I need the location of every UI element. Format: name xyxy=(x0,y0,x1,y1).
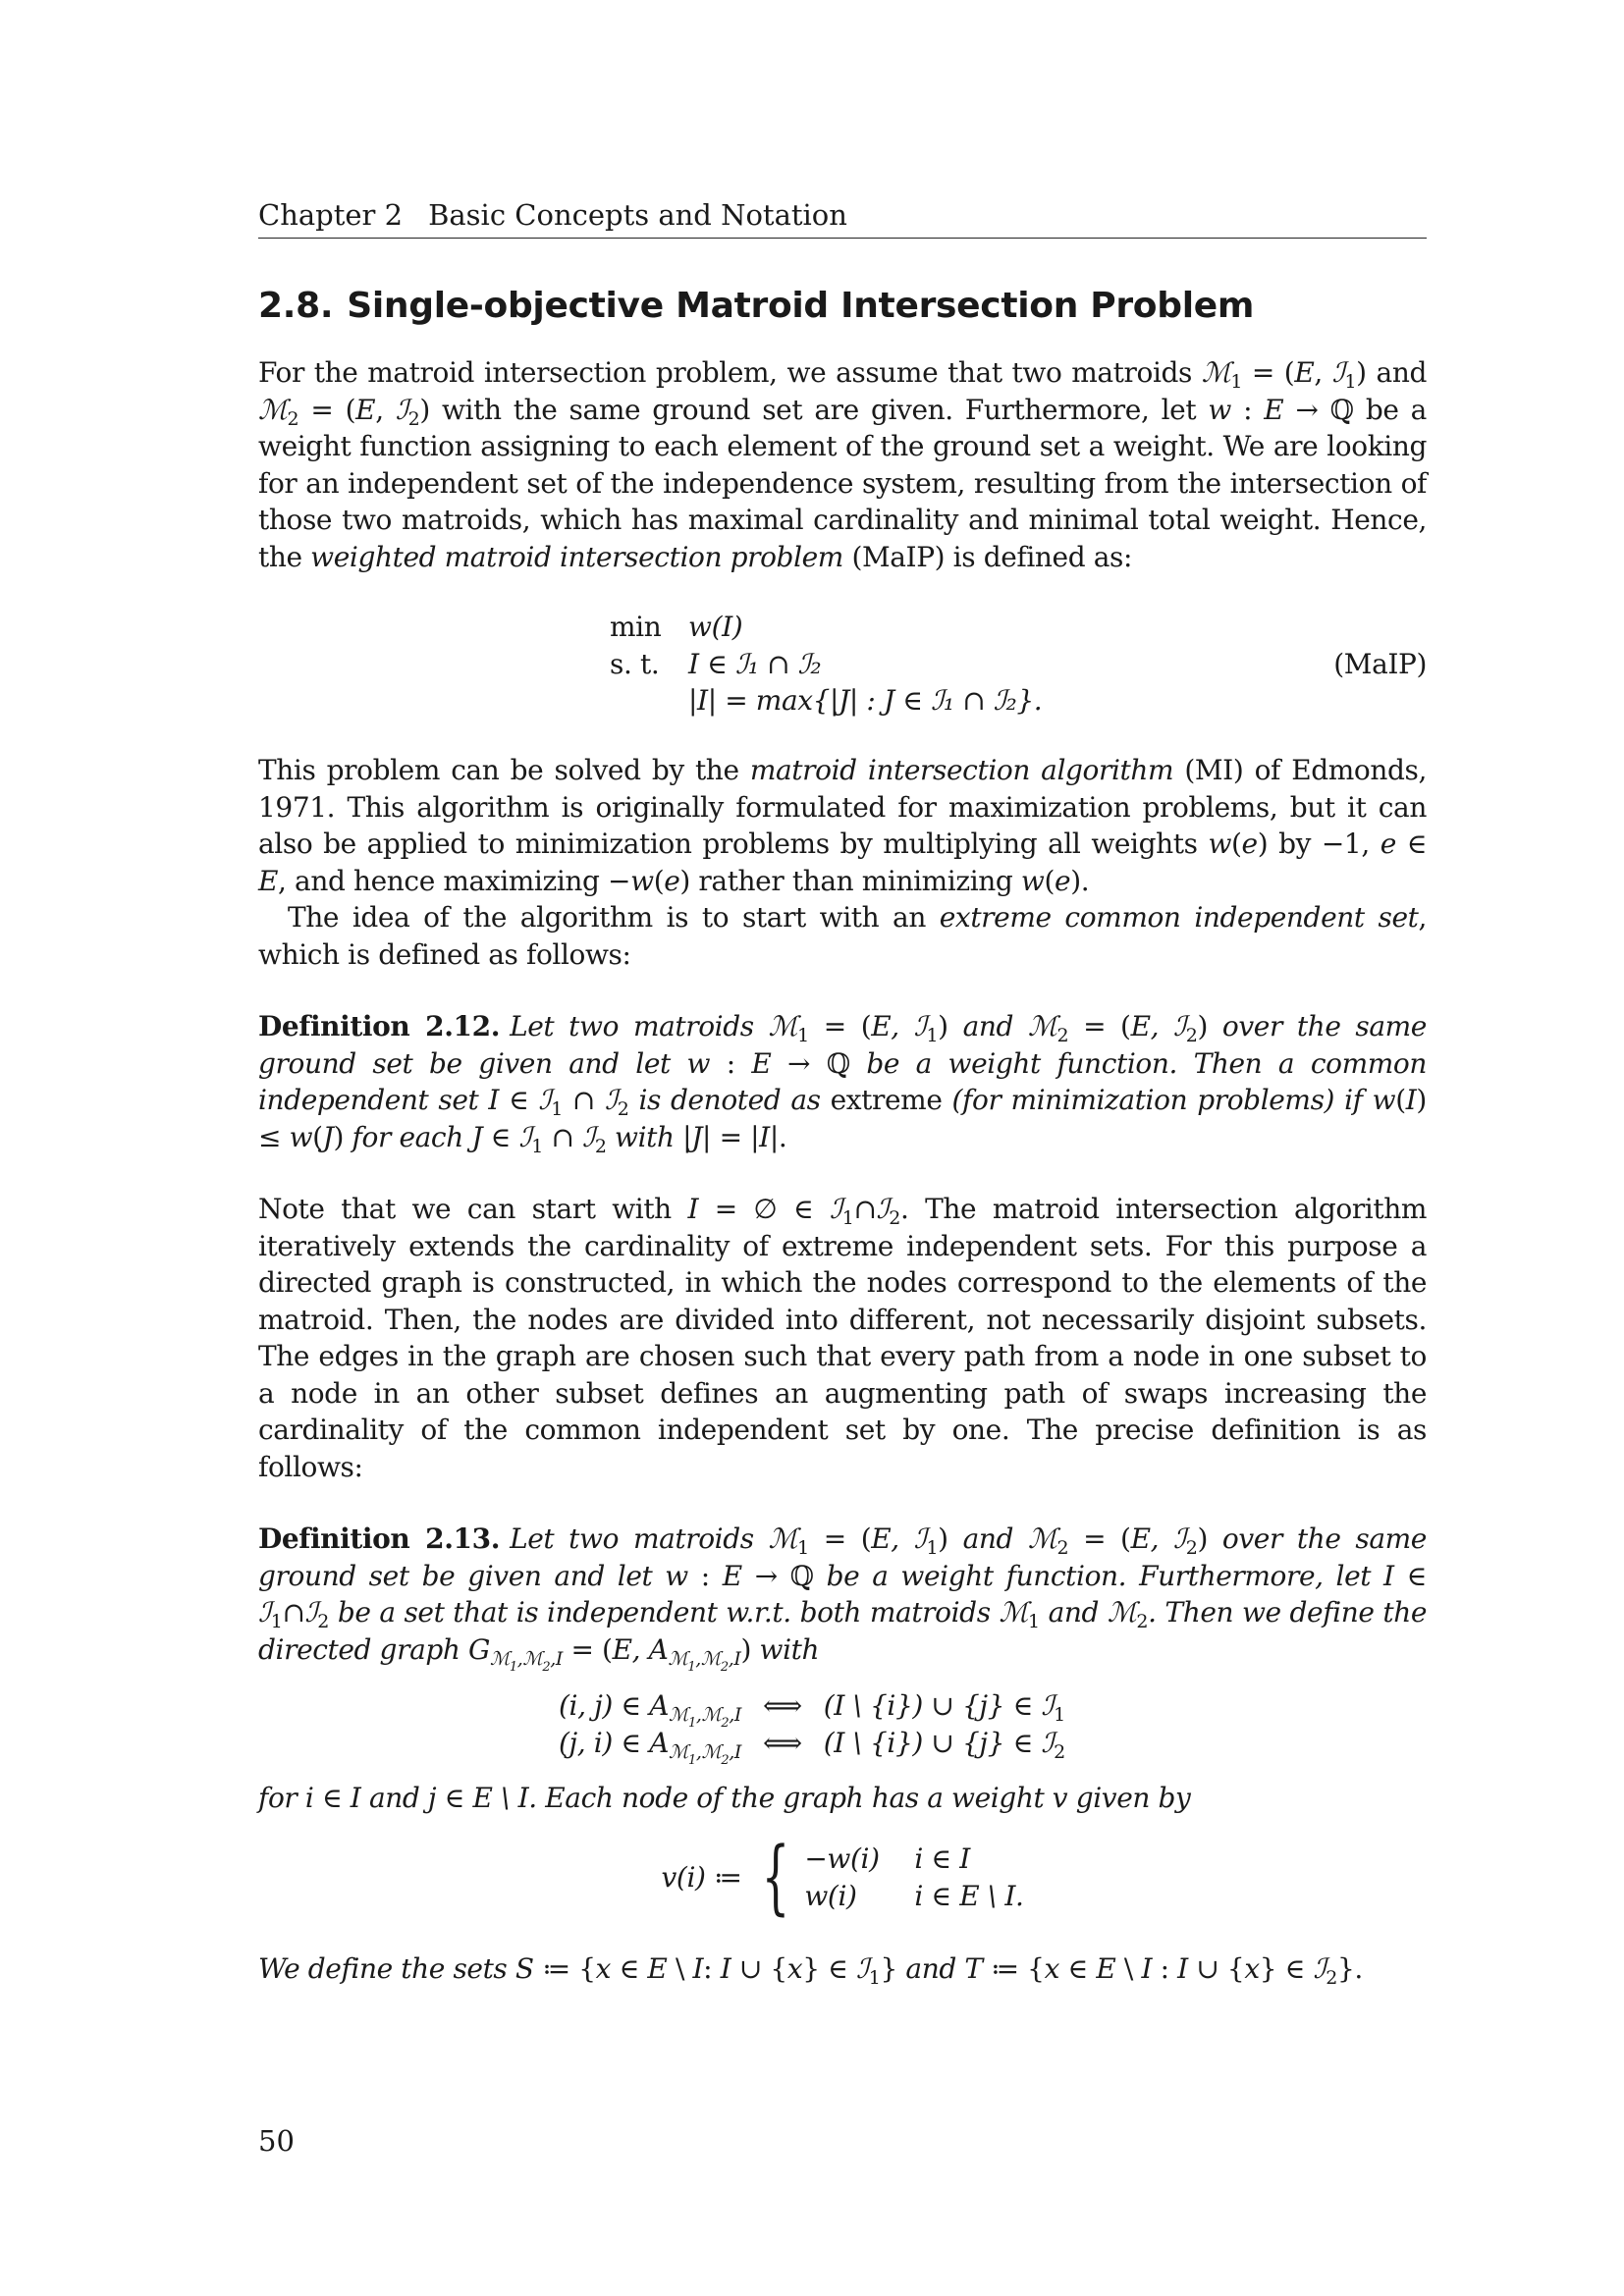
extreme-word: extreme xyxy=(830,1084,943,1116)
section-title-text: Single-objective Matroid Intersection Problem xyxy=(347,286,1255,326)
definition-2-13-head: Definition 2.13. xyxy=(258,1522,501,1555)
definition-2-12-head: Definition 2.12. xyxy=(258,1010,501,1042)
paragraph-2: This problem can be solved by the matroid intersection algorithm (MI) of Edmonds, 1971. This algorithm is originally formulated for maximization problems, but it can also be applied to minimization problems by multiplying all weights w(e) by −1, e ∈ E, and hence maximizing −w(e) rather than minimizing w(e). xyxy=(258,754,1428,897)
maip-label: (MaIP) xyxy=(1333,647,1427,680)
section-number: 2.8. xyxy=(258,286,334,326)
maip-objective: w(I) xyxy=(688,611,743,643)
body-text xyxy=(258,354,1427,1987)
definition-2-12: Definition 2.12. Let two matroids ℳ$_1$ = (E, ℐ$_1$) and ℳ$_2$ = (E, ℐ$_2$) over the same ground set be given and let w : E → ℚ be a weight function. Then a common independent set I ∈ ℐ$_1$ ∩ ℐ$_2$ is denoted as extreme (for minimization problems) if w(I) ≤ w(J) for each J ∈ ℐ$_1$ ∩ ℐ$_2$ with |J| = |I|. xyxy=(258,1010,1427,1157)
maip-program xyxy=(258,609,1427,719)
case-2-condition: i ∈ E \ I. xyxy=(914,1879,1024,1912)
running-head-title: Basic Concepts and Notation xyxy=(428,198,847,232)
vdef-lhs: v(i) ≔ xyxy=(661,1860,742,1894)
sets-definition: We define the sets S ≔ {x ∈ E \ I: I ∪ {x} ∈ ℐ$_1$} and T ≔ {x ∈ E \ I : I ∪ {x} ∈ ℐ$_2$}. xyxy=(258,1951,1363,1989)
maip-constraint-2: |I| = max{|J| : J ∈ ℐ₁ ∩ ℐ₂}. xyxy=(688,684,1043,717)
arc-definition xyxy=(258,1687,1427,1768)
paragraph-3: The idea of the algorithm is to start with an extreme common independent set, which is defined as follows: xyxy=(258,901,1428,971)
case-1-value: −w(i) xyxy=(804,1842,880,1875)
definition-2-13: Definition 2.13. Let two matroids ℳ$_1$ = (E, ℐ$_1$) and ℳ$_2$ = (E, ℐ$_2$) over the same ground set be given and let w : E → ℚ be a weight function. Furthermore, let I ∈ ℐ$_1$∩ℐ$_2$ be a set that is independent w.r.t. both matroids ℳ$_1$ and ℳ$_2$. Then we define the directed graph $G_{ℳ_1,ℳ_2,I} = (E$, $A_{ℳ_1,ℳ_2,I}$) with xyxy=(258,1522,1428,1675)
node-weight-intro: for i ∈ I and j ∈ E \ I. Each node of the graph has a weight v given by xyxy=(258,1782,1191,1814)
paragraph-4: Note that we can start with I = ∅ ∈ ℐ$_1$∩ℐ$_2$. The matroid intersection algorithm iteratively extends the cardinality of extreme independent sets. For this purpose a directed graph is constructed, in which the nodes correspond to the elements of the matroid. Then, the nodes are divided into different, not necessarily disjoint subsets. The edges in the graph are chosen such that every path from a node in one subset to a node in an other subset defines an augmenting path of swaps increasing the cardinality of the common independent set by one. The precise definition is as follows: xyxy=(258,1193,1428,1483)
section-title xyxy=(258,283,1254,330)
term-weighted-mip: weighted matroid intersection problem xyxy=(310,540,843,573)
arc-backward-right: (I \ {i}) ∪ {j} ∈ ℐ$_2$ xyxy=(823,1726,1065,1763)
maip-min: min xyxy=(610,611,662,643)
term-mi-algorithm: matroid intersection algorithm xyxy=(749,754,1174,786)
case-2-value: w(i) xyxy=(804,1879,857,1912)
running-head-chapter: Chapter 2 xyxy=(258,198,404,232)
iff-1: ⟺ xyxy=(763,1689,802,1722)
term-extreme-set: extreme common independent set xyxy=(939,901,1419,934)
iff-2: ⟺ xyxy=(763,1726,802,1759)
case-1-condition: i ∈ I xyxy=(914,1842,970,1875)
running-head xyxy=(258,196,1427,239)
intro-paragraph: For the matroid intersection problem, we assume that two matroids ℳ$_1$ = (E, ℐ$_1$) and ℳ$_2$ = (E, ℐ$_2$) with the same ground set are given. Furthermore, let w : E → ℚ be a weight function assigning to each element of the ground set a weight. We are looking for an independent set of the independence system, resulting from the intersection of those two matroids, which has maximal cardinality and minimal total weight. Hence, the weighted matroid intersection problem (MaIP) is defined as: xyxy=(258,356,1427,573)
left-brace: { xyxy=(761,1830,789,1924)
page-number: 50 xyxy=(258,2124,295,2158)
arc-forward-left: (i, j) ∈ $A_{ℳ_1,ℳ_2,I}$ xyxy=(559,1689,742,1731)
node-weight-cases xyxy=(258,1831,1427,1925)
arc-backward-left: (j, i) ∈ $A_{ℳ_1,ℳ_2,I}$ xyxy=(559,1726,742,1768)
maip-constraint-1: I ∈ ℐ₁ ∩ ℐ₂ xyxy=(688,647,822,680)
arc-forward-right: (I \ {i}) ∪ {j} ∈ ℐ$_1$ xyxy=(823,1689,1065,1726)
maip-st: s. t. xyxy=(610,647,660,680)
